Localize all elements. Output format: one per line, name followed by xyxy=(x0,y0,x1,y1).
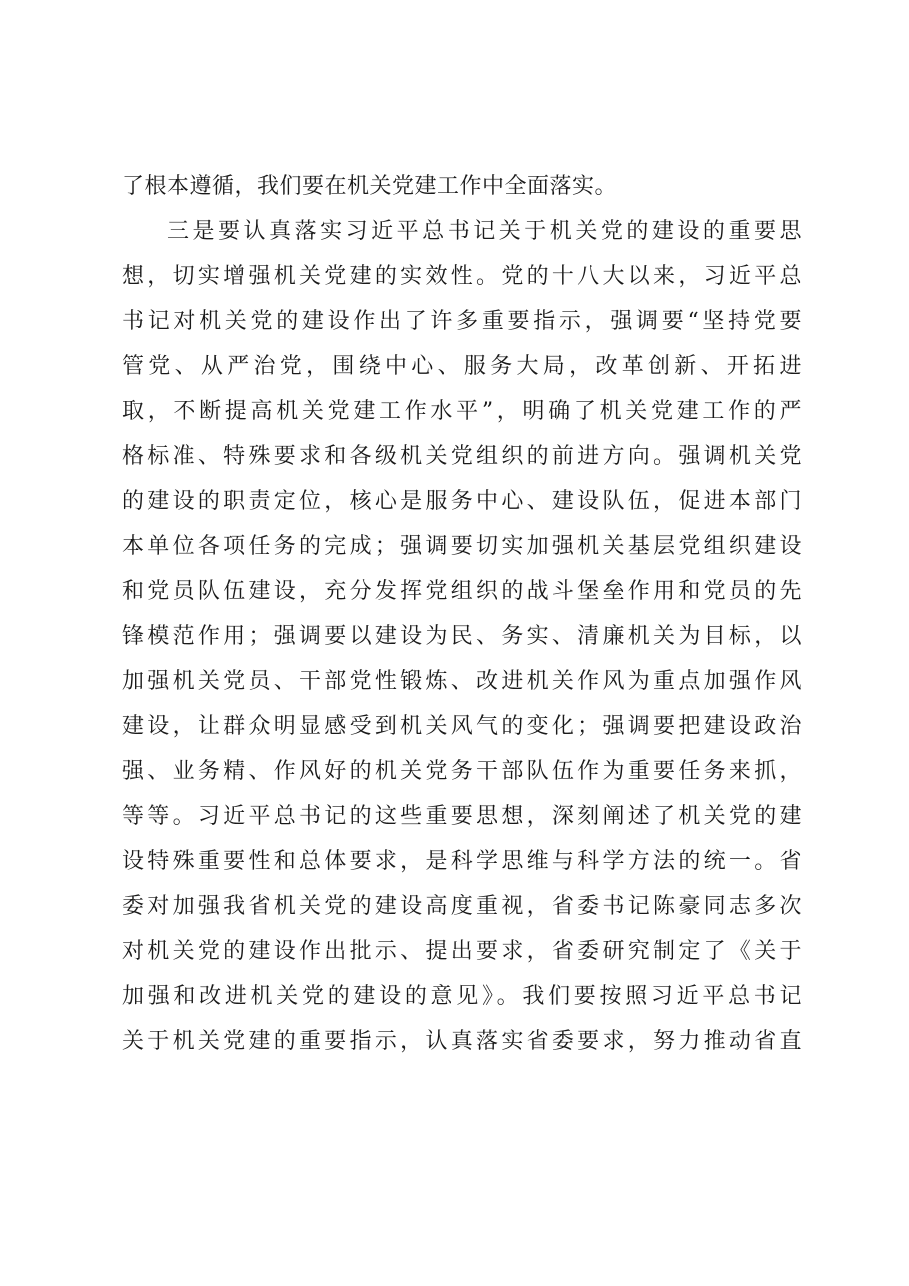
text-line: 格标准、特殊要求和各级机关党组织的前进方向。强调机关党 xyxy=(122,444,802,469)
text-line: 了根本遵循，我们要在机关党建工作中全面落实。 xyxy=(122,174,618,199)
text-line: 加强机关党员、干部党性锻炼、改进机关作风为重点加强作风 xyxy=(122,669,802,694)
body-text xyxy=(122,164,802,1064)
text-line: 三是要认真落实习近平总书记关于机关党的建设的重要思 xyxy=(167,219,802,244)
text-line: 书记对机关党的建设作出了许多重要指示，强调要“坚持党要 xyxy=(122,309,802,334)
text-line: 加强和改进机关党的建设的意见》。我们要按照习近平总书记 xyxy=(122,984,802,1009)
text-line: 取，不断提高机关党建工作水平”，明确了机关党建工作的严 xyxy=(122,399,802,424)
text-line: 强、业务精、作风好的机关党务干部队伍作为重要任务来抓， xyxy=(122,759,802,784)
text-line: 建设，让群众明显感受到机关风气的变化；强调要把建设政治 xyxy=(122,714,802,739)
text-line: 想，切实增强机关党建的实效性。党的十八大以来，习近平总 xyxy=(122,264,802,289)
text-line: 管党、从严治党，围绕中心、服务大局，改革创新、开拓进 xyxy=(122,354,802,379)
text-line: 委对加强我省机关党的建设高度重视，省委书记陈豪同志多次 xyxy=(122,894,802,919)
text-line: 锋模范作用；强调要以建设为民、务实、清廉机关为目标，以 xyxy=(122,624,802,649)
text-line: 等等。习近平总书记的这些重要思想，深刻阐述了机关党的建 xyxy=(122,804,802,829)
text-line: 的建设的职责定位，核心是服务中心、建设队伍，促进本部门 xyxy=(122,489,802,514)
text-line: 本单位各项任务的完成；强调要切实加强机关基层党组织建设 xyxy=(122,534,802,559)
text-line: 关于机关党建的重要指示，认真落实省委要求，努力推动省直 xyxy=(122,1029,802,1054)
text-line: 设特殊重要性和总体要求，是科学思维与科学方法的统一。省 xyxy=(122,849,802,874)
text-line: 和党员队伍建设，充分发挥党组织的战斗堡垒作用和党员的先 xyxy=(122,579,802,604)
text-line: 对机关党的建设作出批示、提出要求，省委研究制定了《关于 xyxy=(122,939,802,964)
